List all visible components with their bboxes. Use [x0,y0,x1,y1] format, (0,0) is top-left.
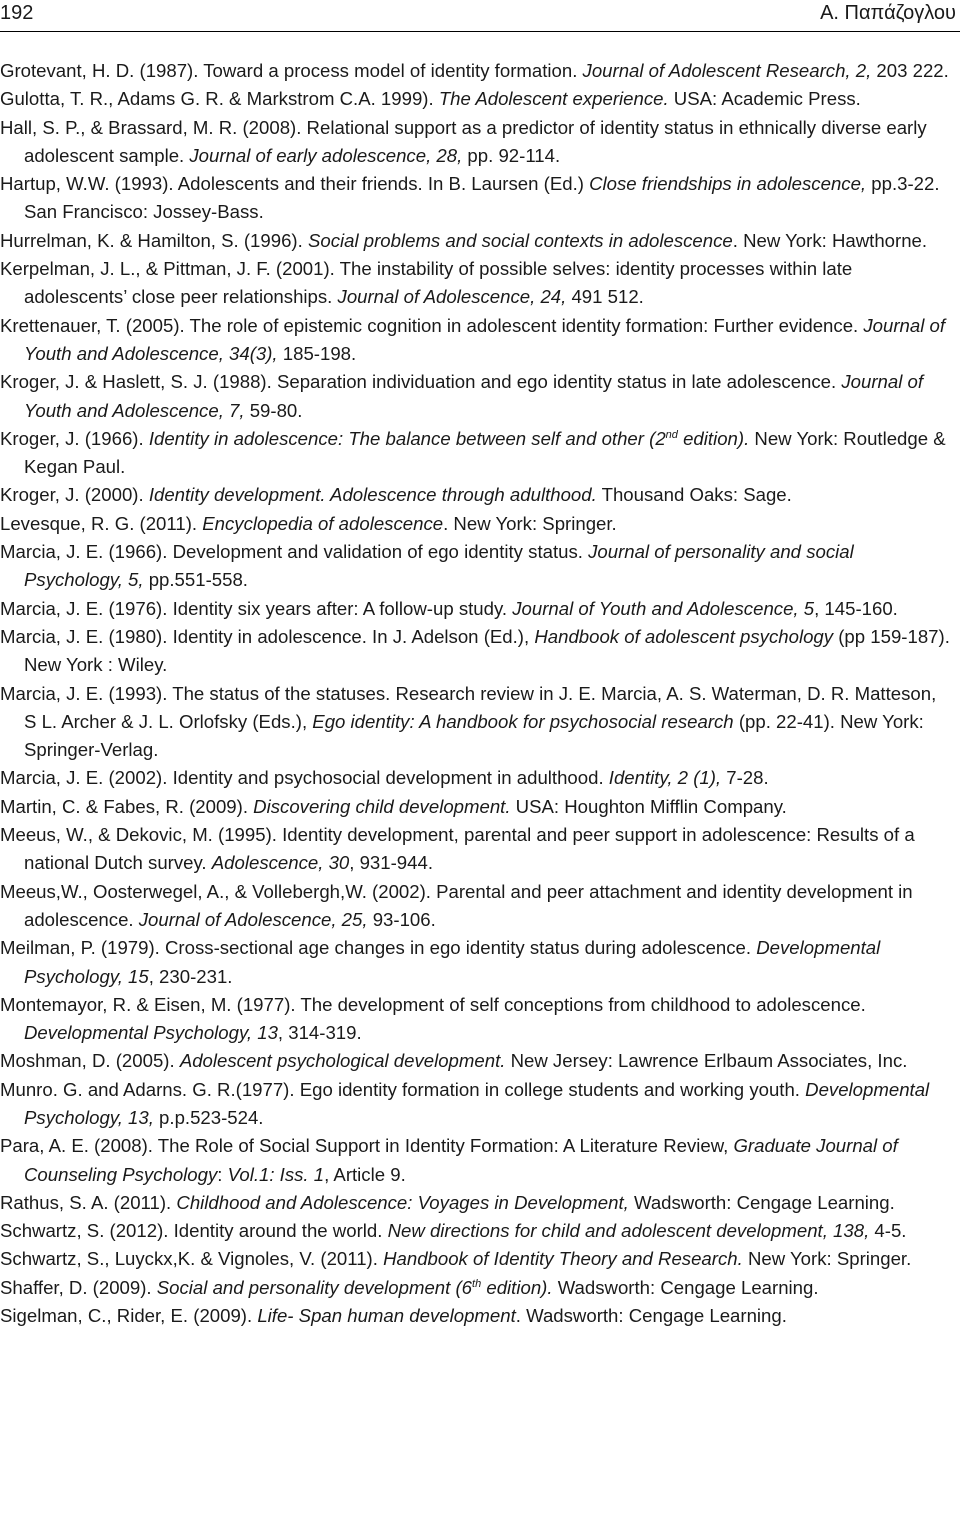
reference-italic-segment: Discovering child development. [253,795,511,817]
reference-text-segment: 203 222. [871,60,949,81]
reference-text-segment: Krettenauer, T. (2005). The role of epistemic cognition in adolescent identity formation: Further evidence. [0,314,864,336]
reference-text-segment: , 145-160. [814,597,898,619]
reference-text-segment: 4-5. [869,1220,907,1242]
reference-text-segment: Levesque, R. G. (2011). [0,512,203,534]
reference-entry [0,1047,950,1075]
reference-italic-segment: Graduate Journal of Counseling Psychology [24,1135,898,1185]
reference-italic-segment: Journal of Adolescent Research, 2, [582,60,872,81]
reference-entry [0,255,950,312]
reference-text-segment: New Jersey: Lawrence Erlbaum Associates, Inc. [505,1050,908,1072]
page-header [0,0,960,30]
reference-entry [0,595,950,623]
reference-text-segment: Wadsworth: Cengage Learning. [552,1276,819,1298]
reference-text-segment: New York: Springer. [742,1248,912,1270]
reference-entry [0,170,950,227]
ordinal-superscript: th [472,1277,482,1290]
reference-text-segment: Wadsworth: Cengage Learning. [628,1191,895,1213]
reference-text-segment: , 931-944. [349,852,433,874]
reference-text-segment: Munro. G. and Adarns. G. R.(1977). Ego identity formation in college students and working youth. [0,1078,806,1100]
reference-text-segment: (pp 159-187). New York : Wiley. [24,625,950,676]
reference-entry [0,57,950,85]
reference-entry [0,1217,950,1245]
reference-italic-segment: Journal of Adolescence, 25, [138,908,368,930]
reference-entry [0,114,950,171]
reference-text-segment: , Article 9. [324,1163,406,1185]
reference-italic-segment: Ego identity: A handbook for psychosocial research [312,710,734,732]
reference-entry [0,481,950,509]
reference-text-segment: Marcia, J. E. (1993). The status of the statuses. Research review in J. E. Marcia, A. S. Waterman, D. R. Matteson, S L. Archer & J. L. Orlofsky (Eds.), [0,682,937,732]
reference-entry [0,1076,950,1133]
reference-text-segment: Meilman, P. (1979). Cross-sectional age changes in ego identity status during adolescence. [0,937,757,959]
reference-text-segment: Kroger, J. (1966). [0,427,149,449]
reference-entry [0,934,950,991]
reference-entry [0,425,950,482]
reference-text-segment: p.p.523-524. [153,1106,264,1128]
reference-entry [0,793,950,821]
reference-text-segment: . New York: Hawthorne. [732,229,928,251]
reference-text-segment: USA: Houghton Mifflin Company. [510,795,787,817]
reference-italic-segment: Handbook of Identity Theory and Research. [383,1248,743,1270]
reference-italic-segment: Identity in adolescence: The balance between self and other (2 [148,427,666,449]
reference-italic-segment: Handbook of adolescent psychology [534,625,834,647]
reference-italic-segment: Journal of Youth and Adolescence, 7, [24,371,924,421]
reference-italic-segment: New directions for child and adolescent development, 138, [387,1220,870,1242]
reference-text-segment: pp. 92-114. [462,144,561,166]
reference-text-segment: . Wadsworth: Cengage Learning. [515,1305,787,1327]
reference-text-segment: Montemayor, R. & Eisen, M. (1977). The development of self conceptions from childhood to adolescence. [0,993,866,1015]
reference-text-segment: Marcia, J. E. (1980). Identity in adolescence. In J. Adelson (Ed.), [0,625,535,647]
reference-text-segment: Meeus, W., & Dekovic, M. (1995). Identity development, parental and peer support in adolescence: Results of a national Dutch survey. [0,824,915,874]
reference-entry [0,1245,950,1273]
page-number: 192 [0,2,34,24]
reference-italic-segment: Social and personality development (6 [156,1276,473,1298]
reference-text-segment: . New York: Springer. [443,512,617,534]
reference-entry [0,538,950,595]
reference-text-segment: Marcia, J. E. (1966). Development and validation of ego identity status. [0,541,589,563]
reference-text-segment: Marcia, J. E. (2002). Identity and psychosocial development in adulthood. [0,767,609,789]
reference-entry [0,227,950,255]
reference-text-segment: Rathus, S. A. (2011). [0,1191,177,1213]
reference-entry [0,623,950,680]
header-rule [0,31,960,32]
reference-entry [0,1274,950,1302]
reference-text-segment: pp.3-22. San Francisco: Jossey-Bass. [24,173,940,223]
reference-italic-segment: Journal of early adolescence, 28, [189,144,463,166]
reference-text-segment: , 314-319. [277,1022,362,1044]
reference-italic-segment: The Adolescent experience. [438,88,669,110]
reference-text-segment: Kroger, J. & Haslett, S. J. (1988). Separation individuation and ego identity status in late adolescence. [0,371,842,393]
reference-text-segment: Moshman, D. (2005). [0,1050,180,1072]
reference-italic-segment: Identity development. Adolescence through adulthood. [148,484,597,506]
reference-text-segment: Schwartz, S. (2012). Identity around the world. [0,1220,388,1242]
reference-italic-segment: Adolescence, 30 [211,852,350,874]
reference-text-segment: , 230-231. [148,965,233,987]
reference-entry [0,1302,950,1330]
reference-text-segment: Hall, S. P., & Brassard, M. R. (2008). Relational support as a predictor of identity status in ethnically diverse early adolescent sample. [0,116,927,166]
reference-text-segment: Thousand Oaks: Sage. [596,484,792,506]
reference-text-segment: 491 512. [566,286,644,308]
reference-entry [0,510,950,538]
running-title: Α. Παπάζογλου [820,2,956,24]
reference-text-segment: 93-106. [367,908,436,930]
reference-entry [0,878,950,935]
reference-text-segment: Kroger, J. (2000). [0,484,149,506]
reference-text-segment: 7-28. [721,767,769,789]
reference-text-segment: 185-198. [277,342,357,364]
reference-italic-segment: Journal of Adolescence, 24, [337,286,567,308]
ordinal-superscript: nd [665,428,678,441]
reference-italic-segment: Vol.1: Iss. 1 [227,1163,325,1185]
reference-entry [0,312,950,369]
reference-entry [0,368,950,425]
reference-text-segment: Hartup, W.W. (1993). Adolescents and their friends. In B. Laursen (Ed.) [0,173,590,195]
reference-italic-segment: Identity, 2 (1), [608,767,722,789]
reference-text-segment: Gulotta, T. R., Adams G. R. & Markstrom C.A. 1999). [0,88,439,110]
reference-text-segment: Shaffer, D. (2009). [0,1276,157,1298]
reference-italic-segment: Childhood and Adolescence: Voyages in Development, [176,1191,629,1213]
reference-entry [0,85,950,113]
reference-entry [0,991,950,1048]
reference-italic-segment: Close friendships in adolescence, [589,173,867,195]
reference-text-segment: Meeus,W., Oosterwegel, A., & Vollebergh,W. (2002). Parental and peer attachment and identity development in adolescence. [0,880,913,930]
reference-text-segment: (pp. 22-41). New York: Springer-Verlag. [24,710,924,761]
reference-italic-segment: edition). [481,1276,553,1298]
reference-text-segment: Para, A. E. (2008). The Role of Social Support in Identity Formation: A Literature Review, [0,1135,734,1157]
reference-entry [0,821,950,878]
reference-text-segment: New York: Routledge & Kegan Paul. [24,427,946,478]
reference-text-segment: Sigelman, C., Rider, E. (2009). [0,1305,258,1327]
reference-text-segment: Martin, C. & Fabes, R. (2009). [0,795,254,817]
reference-text-segment: Marcia, J. E. (1976). Identity six years after: A follow-up study. [0,597,513,619]
reference-entry [0,1132,950,1189]
reference-italic-segment: Developmental Psychology, 13, [24,1078,930,1128]
reference-italic-segment: Developmental Psychology, 15 [24,937,881,987]
reference-text-segment: Kerpelman, J. L., & Pittman, J. F. (2001). The instability of possible selves: identity processes within late adolescents’ close peer relationships. [0,258,853,308]
reference-text-segment: : [217,1163,228,1185]
reference-entry [0,1189,950,1217]
reference-italic-segment: Life- Span human development [257,1305,516,1327]
reference-entry [0,680,950,765]
reference-list [0,57,950,1330]
reference-text-segment: 59-80. [244,399,303,421]
reference-italic-segment: Journal of Youth and Adolescence, 5 [512,597,815,619]
reference-text-segment: Hurrelman, K. & Hamilton, S. (1996). [0,229,308,251]
reference-italic-segment: edition). [677,427,750,449]
reference-text-segment: USA: Academic Press. [668,88,861,110]
reference-italic-segment: Developmental Psychology, 13 [24,1022,278,1044]
reference-text-segment: Grotevant, H. D. (1987). Toward a process model of identity formation. [0,60,583,81]
reference-italic-segment: Journal of personality and social Psychology, 5, [24,541,854,591]
reference-italic-segment: Social problems and social contexts in adolescence [307,229,733,251]
reference-italic-segment: Adolescent psychological development. [179,1050,506,1072]
reference-text-segment: Schwartz, S., Luyckx,K. & Vignoles, V. (2011). [0,1248,384,1270]
reference-entry [0,764,950,792]
reference-italic-segment: Journal of Youth and Adolescence, 34(3), [24,314,946,364]
reference-italic-segment: Encyclopedia of adolescence [202,512,444,534]
reference-text-segment: pp.551-558. [143,569,248,591]
